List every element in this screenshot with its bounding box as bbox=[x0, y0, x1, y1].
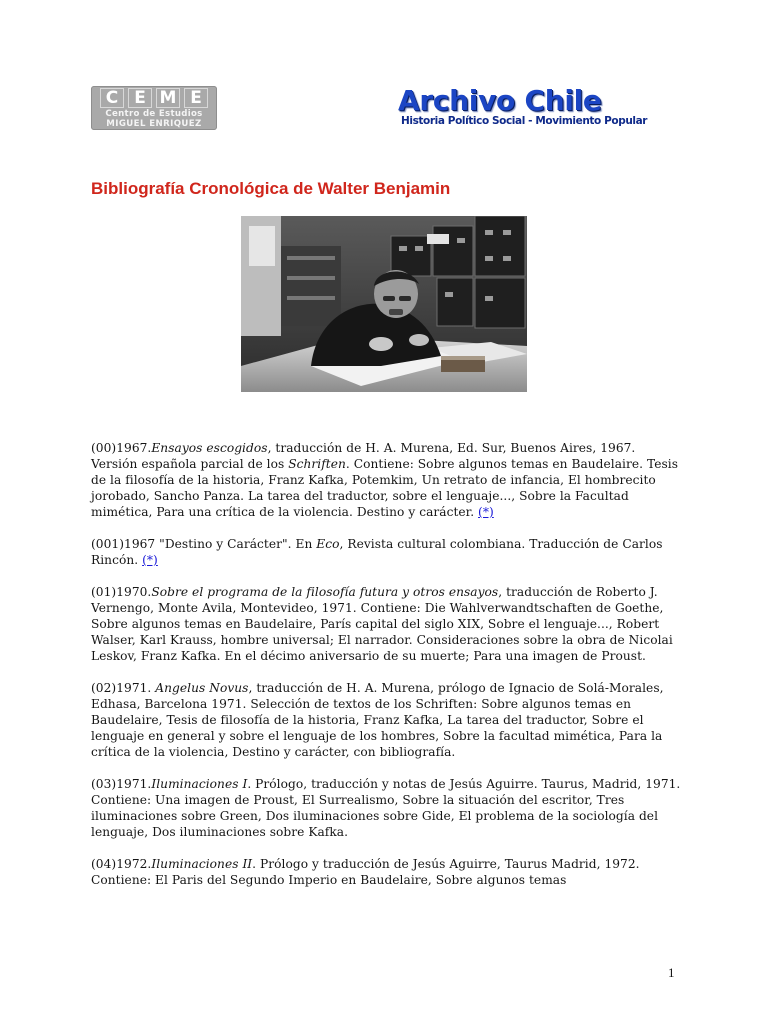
bibliography-entry bbox=[91, 680, 681, 760]
entry-italic: Schriften bbox=[288, 457, 346, 471]
entry-title: Sobre el programa de la filosofía futura y otros ensayos bbox=[151, 585, 499, 599]
entry-text: (04)1972. bbox=[91, 857, 152, 871]
entry-text: , traducción de H. A. Murena, Ed. Sur, Buenos Aires, 1967. Versión española parcial de los bbox=[91, 441, 636, 471]
footnote-link[interactable]: (*) bbox=[478, 505, 494, 519]
ceme-letter: E bbox=[184, 88, 208, 108]
ceme-logo-line2: MIGUEL ENRIQUEZ bbox=[106, 119, 202, 129]
bibliography-entry bbox=[91, 536, 681, 568]
entry-text: . Prólogo y traducción de Jesús Aguirre, Taurus Madrid, 1972. Contiene: El Paris del Segundo Imperio en Baudelaire, Sobre algunos temas bbox=[91, 857, 640, 887]
archivo-chile-subtitle: Historia Político Social - Movimiento Popular bbox=[401, 115, 648, 127]
archivo-chile-logo bbox=[398, 84, 648, 132]
bibliography-entry bbox=[91, 856, 681, 888]
entry-text: , traducción de Roberto J. Vernengo, Monte Avila, Montevideo, 1971. Contiene: Die Wahlverwandtschaften de Goethe, Sobre algunos temas en Baudelaire, París capital del siglo XIX, Sobre el lenguaje..., Robert Walser, Karl Krauss, hombre universal; El narrador. Consideraciones sobre la obra de Nicolai Leskov, Franz Kafka. En el décimo aniversario de su muerte; Para una imagen de Proust. bbox=[91, 585, 673, 663]
entry-text: (03)1971. bbox=[91, 777, 152, 791]
entry-title: Iluminaciones II bbox=[151, 857, 253, 871]
entry-text: , traducción de H. A. Murena, prólogo de Ignacio de Solá-Morales, Edhasa, Barcelona 1971. Selección de textos de los Schriften: Sobre algunos temas en Baudelaire, Tesis de filosofía de la historia, Franz Kafka, La tarea del traductor, Sobre el lenguaje en general y sobre el lenguaje de los hombres, Sobre la facultad mimética, Para la crítica de la violencia, Destino y carácter, con bibliografía. bbox=[91, 681, 664, 759]
bibliography-list bbox=[91, 440, 681, 904]
ceme-letter: E bbox=[128, 88, 152, 108]
bibliography-entry bbox=[91, 440, 681, 520]
entry-title: Iluminaciones I bbox=[151, 777, 248, 791]
archivo-chile-title: Archivo Chile bbox=[398, 84, 602, 117]
bibliography-entry bbox=[91, 584, 681, 664]
entry-text: . Prólogo, traducción y notas de Jesús Aguirre. Taurus, Madrid, 1971. Contiene: Una imagen de Proust, El Surrealismo, Sobre la situación del escritor, Tres iluminaciones sobre Green, Dos iluminaciones sobre Gide, El problema de la sociología del lenguaje, Dos iluminaciones sobre Kafka. bbox=[91, 777, 681, 839]
bibliography-entry bbox=[91, 776, 681, 840]
ceme-logo-line1: Centro de Estudios bbox=[105, 109, 203, 119]
entry-title: Eco bbox=[316, 537, 340, 551]
walter-benjamin-photo bbox=[241, 216, 527, 392]
page-number: 1 bbox=[668, 965, 675, 980]
entry-text: . Contiene: Sobre algunos temas en Baudelaire. Tesis de la filosofía de la historia, Franz Kafka, Potemkim, Un retrato de infancia, El hombrecito jorobado, Sancho Panza. La tarea del traductor, sobre el lenguaje..., Sobre la Facultad mimética, Para una crítica de la violencia. Destino y carácter. bbox=[91, 457, 679, 519]
footnote-link[interactable]: (*) bbox=[142, 553, 158, 567]
entry-text: (00)1967. bbox=[91, 441, 152, 455]
entry-text: (001)1967 "Destino y Carácter". En bbox=[91, 537, 317, 551]
ceme-logo bbox=[91, 86, 217, 130]
entry-text: , Revista cultural colombiana. Traducción de Carlos Rincón. bbox=[91, 537, 663, 567]
ceme-logo-letters bbox=[91, 88, 217, 108]
ceme-letter: M bbox=[156, 88, 180, 108]
entry-title: Angelus Novus bbox=[155, 681, 249, 695]
entry-title: Ensayos escogidos bbox=[151, 441, 268, 455]
entry-text: (02)1971. bbox=[91, 681, 156, 695]
ceme-letter: C bbox=[100, 88, 124, 108]
photo-illustration bbox=[241, 216, 527, 392]
entry-text: (01)1970. bbox=[91, 585, 152, 599]
document-title: Bibliografía Cronológica de Walter Benjamin bbox=[91, 179, 451, 198]
